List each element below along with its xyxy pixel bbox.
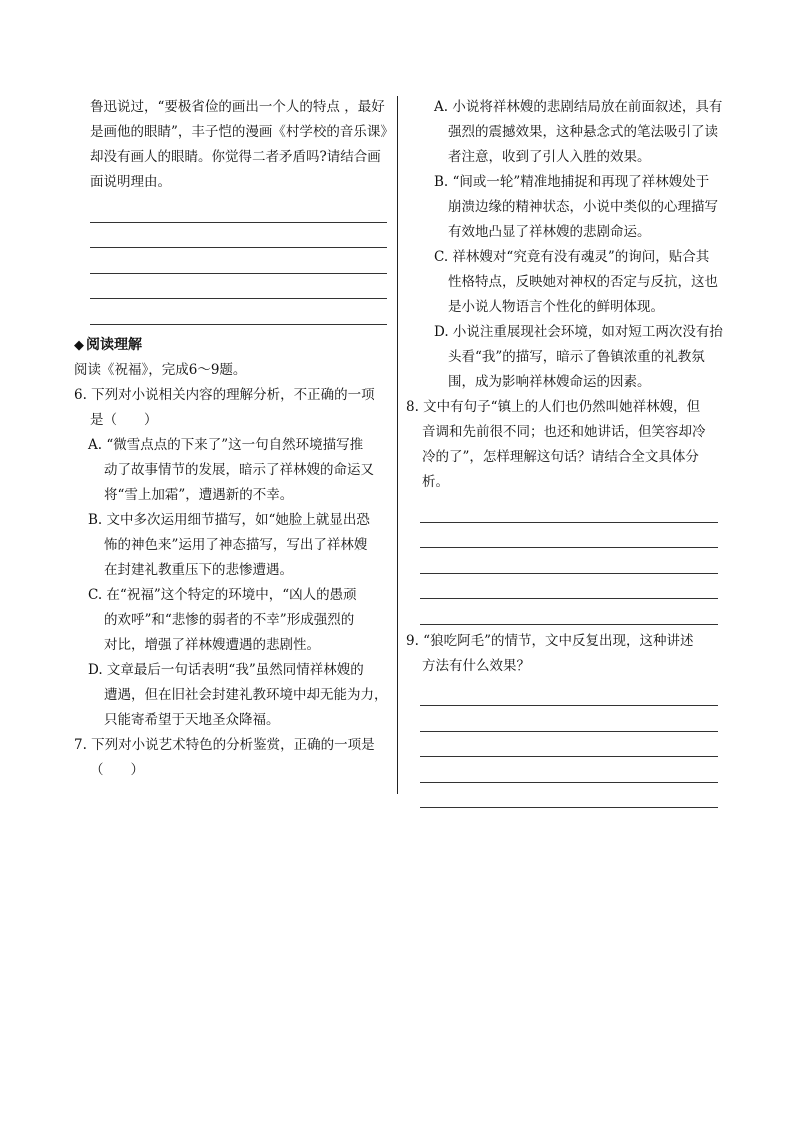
answer-line[interactable] (420, 681, 718, 707)
option-line: 是小说人物语言个性化的鲜明体现。 (448, 299, 664, 315)
question-stem: 6. 下列对小说相关内容的理解分析，不正确的一项 (74, 386, 375, 403)
question-7 (74, 733, 392, 783)
question-stem: 8. 文中有句子“镇上的人们也仍然叫她祥林嫂，但 (406, 399, 701, 415)
option-line: 怖的神色来”运用了神态描写，写出了祥林嫂 (104, 536, 368, 553)
column-divider (397, 96, 398, 794)
question-7-options (420, 95, 722, 395)
answer-line[interactable] (90, 299, 387, 325)
section-heading (74, 333, 392, 358)
option-line: 围，成为影响祥林嫂命运的因素。 (448, 374, 651, 390)
question-stem: 7. 下列对小说艺术特色的分析鉴赏，正确的一项是 (74, 736, 375, 753)
option-line: B. “间或一轮”精准地捕捉和再现了祥林嫂处于 (434, 174, 710, 190)
option-line: D. 文章最后一句话表明“我”虽然同情祥林嫂的 (88, 661, 364, 678)
option-line: A. 小说将祥林嫂的悲剧结局放在前面叙述，具有 (434, 99, 723, 115)
option-line: 性格特点，反映她对神权的否定与反抗，这也 (448, 274, 718, 290)
q9-answer-lines (420, 681, 718, 809)
question-stem: 析。 (422, 474, 449, 490)
question-9 (406, 629, 722, 809)
answer-line[interactable] (90, 274, 387, 300)
option-c[interactable] (420, 245, 722, 320)
intro-question (74, 95, 392, 195)
option-line: 在封建礼教重压下的悲惨遭遇。 (104, 561, 293, 578)
option-a[interactable] (420, 95, 722, 170)
option-line: D. 小说注重展现社会环境，如对短工两次没有抬 (434, 324, 723, 340)
answer-line[interactable] (420, 706, 718, 732)
option-b[interactable] (74, 508, 392, 583)
section-instruction: 阅读《祝福》，完成6～9题。 (74, 361, 247, 378)
answer-line[interactable] (420, 599, 718, 625)
question-stem: 方法有什么效果？ (422, 657, 530, 674)
question-stem: 9. “狼吃阿毛”的情节，文中反复出现，这种讲述 (406, 632, 694, 649)
intro-line: 面说明理由。 (90, 174, 171, 190)
option-line: A. “微雪点点的下来了”这一句自然环境描写推 (88, 436, 364, 453)
section-title: 阅读理解 (86, 336, 142, 353)
intro-line: 却没有画人的眼睛。你觉得二者矛盾吗?请结合画 (90, 149, 381, 165)
option-line: C. 在“祝福”这个特定的环境中，“凶人的愚顽 (88, 586, 357, 603)
answer-line[interactable] (420, 497, 718, 523)
answer-line[interactable] (420, 574, 718, 600)
option-line: 动了故事情节的发展，暗示了祥林嫂的命运又 (104, 461, 374, 478)
answer-line[interactable] (420, 783, 718, 809)
right-column (406, 95, 723, 808)
answer-line[interactable] (420, 523, 718, 549)
question-stem: 冷的了”，怎样理解这句话？请结合全文具体分 (422, 449, 699, 465)
option-c[interactable] (74, 583, 392, 658)
option-line: C. 祥林嫂对“究竟有没有魂灵”的询问，贴合其 (434, 249, 710, 265)
option-line: 头看“我”的描写，暗示了鲁镇浓重的礼教氛 (448, 349, 705, 365)
option-line: 者注意，收到了引人入胜的效果。 (448, 149, 651, 165)
intro-answer-lines (90, 197, 387, 325)
question-stem: （ ） (90, 761, 144, 778)
question-6 (74, 383, 392, 733)
option-line: 对比，增强了祥林嫂遭遇的悲剧性。 (104, 636, 320, 653)
answer-line[interactable] (420, 757, 718, 783)
option-line: 有效地凸显了祥林嫂的悲剧命运。 (448, 224, 651, 240)
question-8 (406, 395, 722, 625)
option-line: B. 文中多次运用细节描写，如“她脸上就显出恐 (88, 511, 370, 528)
answer-line[interactable] (420, 548, 718, 574)
q8-answer-lines (420, 497, 718, 625)
option-a[interactable] (74, 433, 392, 508)
answer-line[interactable] (90, 197, 387, 223)
option-line: 只能寄希望于天地圣众降福。 (104, 711, 280, 728)
option-line: 遭遇，但在旧社会封建礼教环境中却无能为力， (104, 686, 388, 703)
answer-line[interactable] (90, 248, 387, 274)
answer-line[interactable] (420, 732, 718, 758)
option-d[interactable] (420, 320, 722, 395)
option-b[interactable] (420, 170, 722, 245)
answer-line[interactable] (90, 223, 387, 249)
intro-line: 是画他的眼睛”，丰子恺的漫画《村学校的音乐课》 (90, 124, 394, 140)
question-stem: 音调和先前很不同；也还和她讲话，但笑容却冷 (422, 424, 706, 440)
option-line: 将“雪上加霜”，遭遇新的不幸。 (104, 486, 294, 503)
option-line: 强烈的震撼效果，这种悬念式的笔法吸引了读 (448, 124, 718, 140)
option-line: 的欢呼”和“悲惨的弱者的不幸”形成强烈的 (104, 611, 355, 628)
left-column (74, 95, 392, 783)
question-stem: 是（ ） (90, 411, 158, 428)
diamond-icon: ◆ (74, 337, 84, 353)
intro-line: 鲁迅说过，“要极省俭的画出一个人的特点 ，最好 (90, 99, 385, 115)
option-line: 崩溃边缘的精神状态，小说中类似的心理描写 (448, 199, 718, 215)
option-d[interactable] (74, 658, 392, 733)
